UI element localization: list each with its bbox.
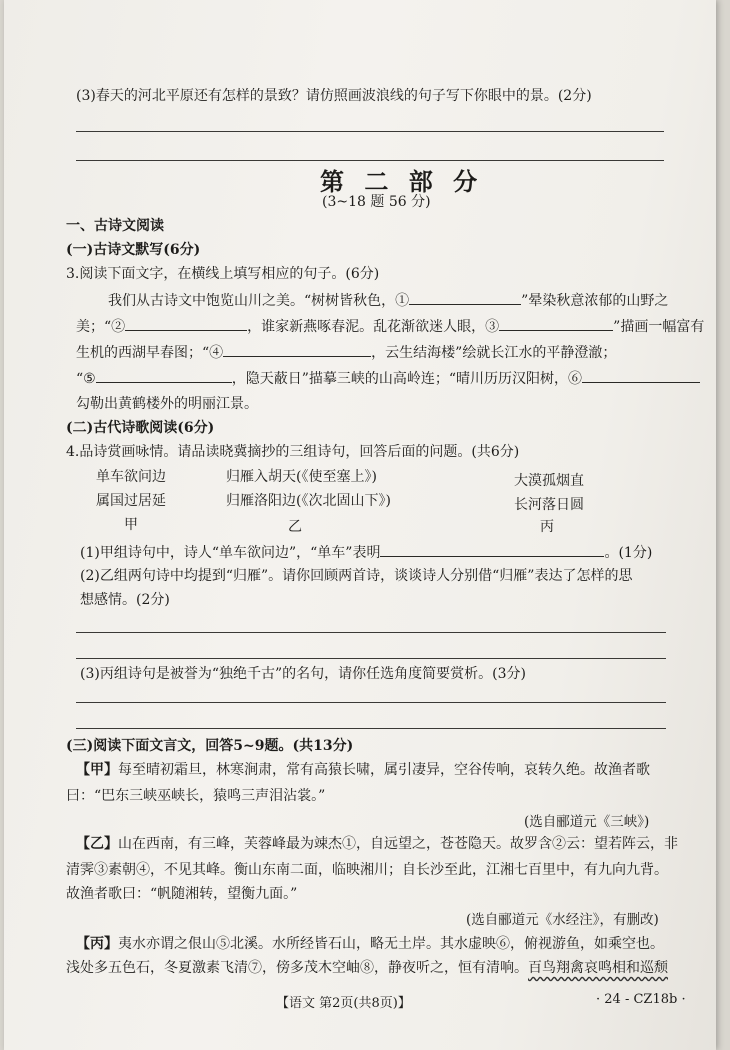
q3-text: “⑤ bbox=[76, 371, 96, 387]
page-footer-center: 【语文 第2页(共8页)】 bbox=[276, 996, 411, 1011]
bing-line2 bbox=[66, 958, 668, 978]
q4-sub3: (3)丙组诗句是被誉为“独绝千古”的名句，请你任选角度简要赏析。(3分) bbox=[80, 666, 526, 682]
q3-text: ”描画一幅富有 bbox=[613, 319, 705, 335]
q3-text: ，隐天蔽日”描摹三峡的山高岭连；“晴川历历汉阳树，⑥ bbox=[231, 371, 583, 387]
jia-line2: 曰：“巴东三峡巫峡长，猿鸣三声泪沾裳。” bbox=[66, 788, 326, 804]
passage-text: 山在西南，有三峰，芙蓉峰最为竦杰①，自远望之，苍苍隐天。故罗含②云：望若阵云，非 bbox=[118, 836, 678, 852]
poem-yi-1: 归雁入胡天(《使至塞上》) bbox=[226, 469, 377, 485]
bing-line1 bbox=[76, 934, 664, 954]
answer-line[interactable] bbox=[76, 658, 666, 659]
answer-line[interactable] bbox=[76, 702, 666, 703]
subsection-title: (二)古代诗歌阅读(6分) bbox=[66, 420, 215, 436]
jia-line1 bbox=[76, 760, 650, 780]
passage-label: 【丙】 bbox=[76, 936, 118, 952]
q3-text: ”晕染秋意浓郁的山野之 bbox=[521, 293, 669, 309]
yi-line2: 清霁③素朝④，不见其峰。衡山东南二面，临映湘川；自长沙至此，江湘七百里中，有九向九背。 bbox=[66, 862, 668, 878]
q3-line5: 勾勒出黄鹤楼外的明丽江景。 bbox=[76, 396, 258, 412]
q4-sub2-line1: (2)乙组两句诗中均提到“归雁”。请你回顾两首诗，谈谈诗人分别借“归雁”表达了怎样的思 bbox=[80, 568, 633, 584]
q3-text: ，云生结海楼”绘就长江水的平静澄澈； bbox=[371, 345, 617, 361]
q3-text: 我们从古诗文中饱览山川之美。“树树皆秋色，① bbox=[108, 293, 410, 309]
q3-line4 bbox=[76, 368, 700, 389]
page-footer-code: · 24 - CZ18b · bbox=[596, 992, 686, 1007]
question-stem: 3.阅读下面文字，在横线上填写相应的句子。(6分) bbox=[66, 266, 380, 282]
fill-blank-1[interactable] bbox=[409, 290, 521, 305]
poem-bing-2: 长河落日圆 bbox=[514, 497, 584, 513]
passage-text-underlined: 百鸟翔禽哀鸣相和巡颓 bbox=[528, 960, 668, 976]
fill-blank-6[interactable] bbox=[582, 368, 700, 383]
jia-source: (选自郦道元《三峡》) bbox=[524, 814, 650, 830]
q3-line2 bbox=[76, 316, 704, 337]
q4-sub2-line2: 想感情。(2分) bbox=[80, 592, 170, 608]
group-label-jia: 甲 bbox=[124, 517, 138, 533]
fill-blank-5[interactable] bbox=[96, 368, 232, 383]
answer-line[interactable] bbox=[76, 131, 664, 132]
subsection-title: (三)阅读下面文言文，回答5~9题。(共13分) bbox=[66, 738, 354, 754]
fill-blank-4[interactable] bbox=[223, 342, 371, 357]
q4-text: (1)甲组诗句中，诗人“单车欲问边”，“单车”表明 bbox=[80, 545, 381, 561]
q3-line1 bbox=[108, 290, 668, 311]
fill-blank-3[interactable] bbox=[499, 316, 613, 331]
yi-line3: 故渔者歌曰：“帆随湘转，望衡九面。” bbox=[66, 886, 298, 902]
answer-line[interactable] bbox=[76, 632, 666, 633]
passage-label: 【乙】 bbox=[76, 836, 118, 852]
yi-line1 bbox=[76, 834, 678, 854]
q3-text: ，谁家新燕啄春泥。乱花渐欲迷人眼，③ bbox=[247, 319, 500, 335]
question-stem: 4.品诗赏画咏情。请品读晓冀摘抄的三组诗句，回答后面的问题。(共6分) bbox=[66, 444, 520, 460]
passage-text: 夷水亦谓之佷山⑤北溪。水所经皆石山，略无土岸。其水虚映⑥，俯视游鱼，如乘空也。 bbox=[118, 936, 664, 952]
group-label-yi: 乙 bbox=[288, 519, 302, 535]
passage-text: 浅处多五色石，冬夏激素飞清⑦，傍多茂木空岫⑧，静夜听之，恒有清响。 bbox=[66, 960, 528, 976]
exam-page bbox=[4, 0, 716, 1050]
q3-sub3-text: (3)春天的河北平原还有怎样的景致？请仿照画波浪线的句子写下你眼中的景。(2分) bbox=[76, 88, 592, 104]
answer-line[interactable] bbox=[76, 728, 666, 729]
q4-sub1 bbox=[80, 542, 652, 563]
q3-line3 bbox=[76, 342, 616, 363]
subsection-title: (一)古诗文默写(6分) bbox=[66, 242, 201, 258]
answer-line[interactable] bbox=[76, 160, 664, 161]
fill-blank-2[interactable] bbox=[125, 316, 247, 331]
passage-text: 每至晴初霜旦，林寒涧肃，常有高猿长啸，属引凄异，空谷传响，哀转久绝。故渔者歌 bbox=[118, 762, 650, 778]
part-title: 第 二 部 分 bbox=[320, 167, 484, 196]
group-label-bing: 丙 bbox=[540, 519, 554, 535]
q3-text: 美；“② bbox=[76, 319, 126, 335]
q3-text: 生机的西湖早春图；“④ bbox=[76, 345, 224, 361]
yi-source: (选自郦道元《水经注》，有删改) bbox=[466, 912, 659, 928]
part-range: (3~18 题 56 分) bbox=[322, 194, 431, 210]
passage-label: 【甲】 bbox=[76, 762, 118, 778]
poem-jia-1: 单车欲问边 bbox=[96, 469, 166, 485]
poem-yi-2: 归雁洛阳边(《次北固山下》) bbox=[226, 493, 391, 509]
poem-bing-1: 大漠孤烟直 bbox=[514, 473, 584, 489]
poem-jia-2: 属国过居延 bbox=[96, 493, 166, 509]
fill-blank-q4-1[interactable] bbox=[380, 542, 604, 557]
section-title: 一、古诗文阅读 bbox=[66, 218, 164, 234]
q4-text: 。(1分) bbox=[604, 545, 653, 561]
